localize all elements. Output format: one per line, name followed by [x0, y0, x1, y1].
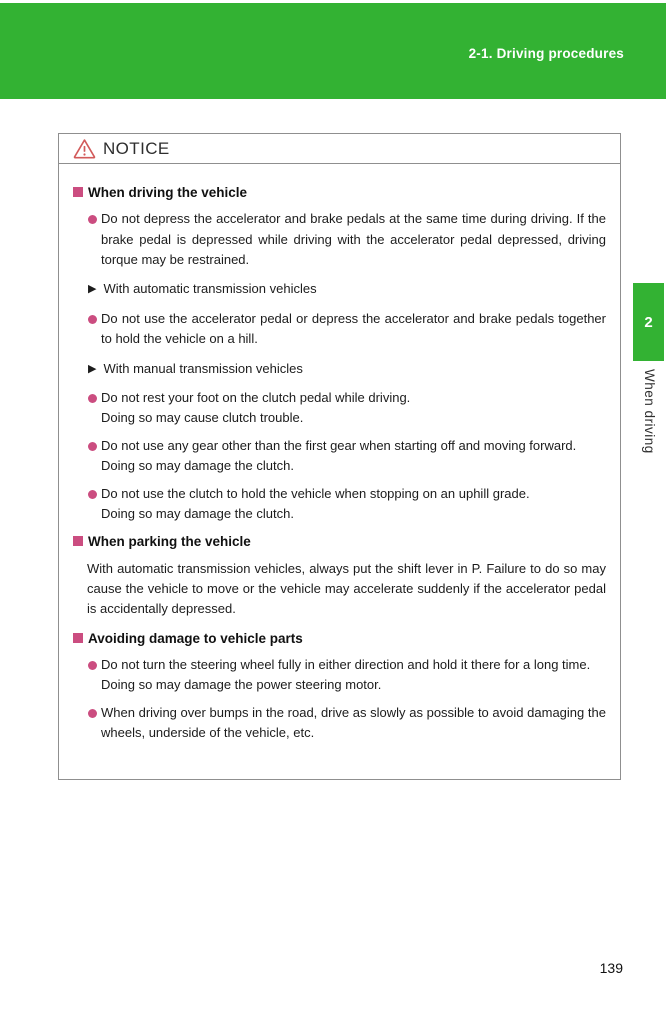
- list-item-note: Doing so may damage the clutch.: [101, 458, 294, 474]
- circle-bullet-icon: [88, 490, 97, 499]
- list-item: [73, 209, 606, 270]
- square-bullet-icon: [73, 187, 83, 197]
- circle-bullet-icon: [88, 442, 97, 451]
- list-item-main: Do not use the clutch to hold the vehicle when stopping on an uphill grade.: [101, 485, 530, 501]
- list-item-text: Do not use the accelerator pedal or depress the accelerator and brake pedals together to hold the vehicle on a hill.: [101, 310, 606, 347]
- circle-bullet-icon: [88, 709, 97, 718]
- section-heading: [73, 182, 606, 203]
- circle-bullet-icon: [88, 215, 97, 224]
- chapter-number: 2: [644, 313, 653, 331]
- variant-item-text: With automatic transmission vehicles: [103, 281, 317, 297]
- list-item: [73, 309, 606, 350]
- warning-triangle-icon: [73, 138, 96, 159]
- circle-bullet-icon: [88, 315, 97, 324]
- section-heading: [73, 628, 606, 649]
- list-item: [73, 436, 606, 477]
- notice-title: NOTICE: [103, 138, 170, 158]
- chapter-label: When driving: [642, 369, 657, 454]
- list-item-text: [101, 436, 606, 477]
- notice-header: [59, 134, 620, 164]
- list-item-main: Do not turn the steering wheel fully in either direction and hold it there for a long time.: [101, 657, 591, 673]
- list-item: [73, 655, 606, 696]
- list-item: [73, 703, 606, 744]
- square-bullet-icon: [73, 536, 83, 546]
- variant-item: [73, 279, 606, 299]
- list-item-note: Doing so may damage the clutch.: [101, 506, 294, 522]
- arrow-bullet-icon: ▶: [88, 362, 97, 375]
- section-heading-label: When parking the vehicle: [88, 534, 251, 550]
- page-number: 139: [599, 960, 623, 976]
- paragraph: With automatic transmission vehicles, always put the shift lever in P. Failure to do so may cause the vehicle to move or the vehicle may accelerate suddenly if the accelerator pedal is accidentally depressed.: [87, 560, 606, 617]
- section-heading: [73, 531, 606, 552]
- variant-item: [73, 359, 606, 379]
- variant-item-text: With manual transmission vehicles: [103, 360, 303, 376]
- section-heading-label: Avoiding damage to vehicle parts: [88, 630, 303, 646]
- circle-bullet-icon: [88, 661, 97, 670]
- list-item: [73, 484, 606, 525]
- list-item-text: [101, 655, 606, 696]
- list-item-main: Do not rest your foot on the clutch pedal while driving.: [101, 390, 411, 406]
- arrow-bullet-icon: ▶: [88, 283, 97, 296]
- list-item-text: Do not depress the accelerator and brake pedals at the same time during driving. If the brake pedal is depressed while driving with the accelerator pedal depressed, driving torque may be restrained.: [101, 211, 606, 267]
- header-bar: [0, 3, 666, 99]
- list-item-text: [101, 484, 606, 525]
- circle-bullet-icon: [88, 394, 97, 403]
- list-item-text: When driving over bumps in the road, drive as slowly as possible to avoid damaging the wheels, underside of the vehicle, etc.: [101, 704, 606, 741]
- notice-box: [58, 133, 621, 780]
- breadcrumb: 2-1. Driving procedures: [468, 46, 624, 61]
- square-bullet-icon: [73, 633, 83, 643]
- list-item: [73, 388, 606, 429]
- list-item-note: Doing so may damage the power steering motor.: [101, 677, 382, 693]
- list-item-main: Do not use any gear other than the first gear when starting off and moving forward.: [101, 437, 577, 453]
- list-item-text: [101, 388, 606, 429]
- section-heading-label: When driving the vehicle: [88, 185, 248, 200]
- chapter-tab: [633, 283, 664, 361]
- list-item-note: Doing so may cause clutch trouble.: [101, 410, 304, 426]
- notice-body: [59, 164, 620, 765]
